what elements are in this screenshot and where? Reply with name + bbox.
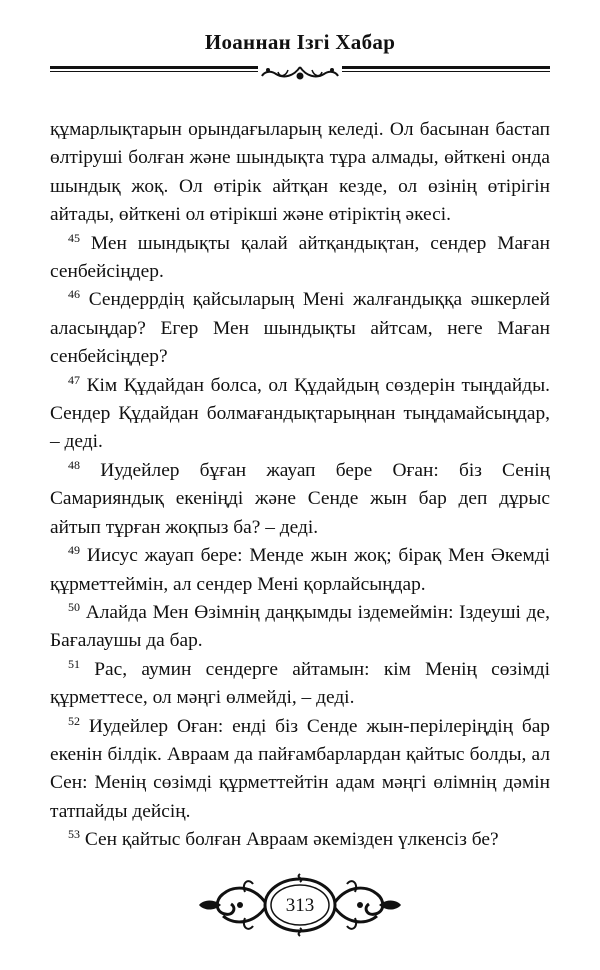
verse-50 bbox=[50, 599, 550, 656]
verse-number: 48 bbox=[68, 457, 80, 472]
verse-number: 50 bbox=[68, 599, 80, 614]
verse-53 bbox=[50, 826, 550, 854]
verse-45 bbox=[50, 230, 550, 287]
verse-49 bbox=[50, 542, 550, 599]
running-header-title: Иоаннан Ізгі Хабар bbox=[204, 30, 396, 54]
verse-number: 45 bbox=[68, 230, 80, 245]
verse-text: Кім Құдайдан болса, ол Құдайдың сөздерін тыңдайды. Сендер Құдайдан болмағандықтарыңнан тыңдамайсыңдар, – деді. bbox=[50, 374, 550, 453]
verse-text: Алайда Мен Өзімнің даңқымды іздемеймін: Іздеуші де, Бағалаушы да бар. bbox=[50, 601, 550, 652]
verse-number: 46 bbox=[68, 287, 80, 302]
verse-47 bbox=[50, 372, 550, 457]
verse-text: Иудейлер Оған: енді біз Сенде жын-перілеріңдің бар екенін білдік. Авраам да пайғамбарлардан қайтыс болды, ал Сен: Менің сөзімді құрметтейтін адам мәңгі өлімнің дәмін татпайды дейсің. bbox=[50, 715, 550, 822]
page-number: 313 bbox=[285, 895, 315, 916]
verse-text: Мен шындықты қалай айтқандықтан, сендер Маған сенбейсіңдер. bbox=[50, 232, 550, 283]
body-text bbox=[50, 116, 550, 855]
verse-text: Сендеррдің қайсыларың Мені жалғандыққа әшкерлей аласыңдар? Егер Мен шындықты айтсам, неге Маған сенбейсіңдер? bbox=[50, 289, 550, 368]
header-flourish-ornament bbox=[258, 64, 342, 86]
verse-number: 53 bbox=[68, 827, 80, 842]
verse-number: 51 bbox=[68, 656, 80, 671]
verse-48 bbox=[50, 457, 550, 542]
verse-number: 49 bbox=[68, 543, 80, 558]
verse-number: 47 bbox=[68, 372, 80, 387]
verse-46 bbox=[50, 286, 550, 371]
verse-51 bbox=[50, 656, 550, 713]
verse-text: Иисус жауап бере: Менде жын жоқ; бірақ Мен Әкемді құрметтеймін, ал сендер Мені қорлайсыңдар. bbox=[50, 545, 550, 595]
verse-text: Иудейлер бұған жауап бере Оған: біз Сенің Самарияндық екеніңді және Сенде жын бар деп дұрыс айтып тұрған жоқпыз ба? – деді. bbox=[50, 459, 550, 538]
verse-52 bbox=[50, 713, 550, 827]
verse-text: Рас, аумин сендерге айтамын: кім Менің сөзімді құрметтесе, ол мәңгі өлмейді, – деді. bbox=[50, 658, 550, 709]
verse-number: 52 bbox=[68, 713, 80, 728]
verse-text: Сен қайтыс болған Авраам әкемізден үлкенсіз бе? bbox=[84, 829, 499, 851]
intro-paragraph: құмарлықтарын орындағыларың келеді. Ол басынан бастап өлтіруші болған және шындықта тұра алмады, өйткені онда шындық жоқ. Ол өтірік айтқан кезде, ол өзінің өтірігін айтады, өйткені ол өтірікші және өтіріктің әкесі. bbox=[50, 119, 550, 226]
